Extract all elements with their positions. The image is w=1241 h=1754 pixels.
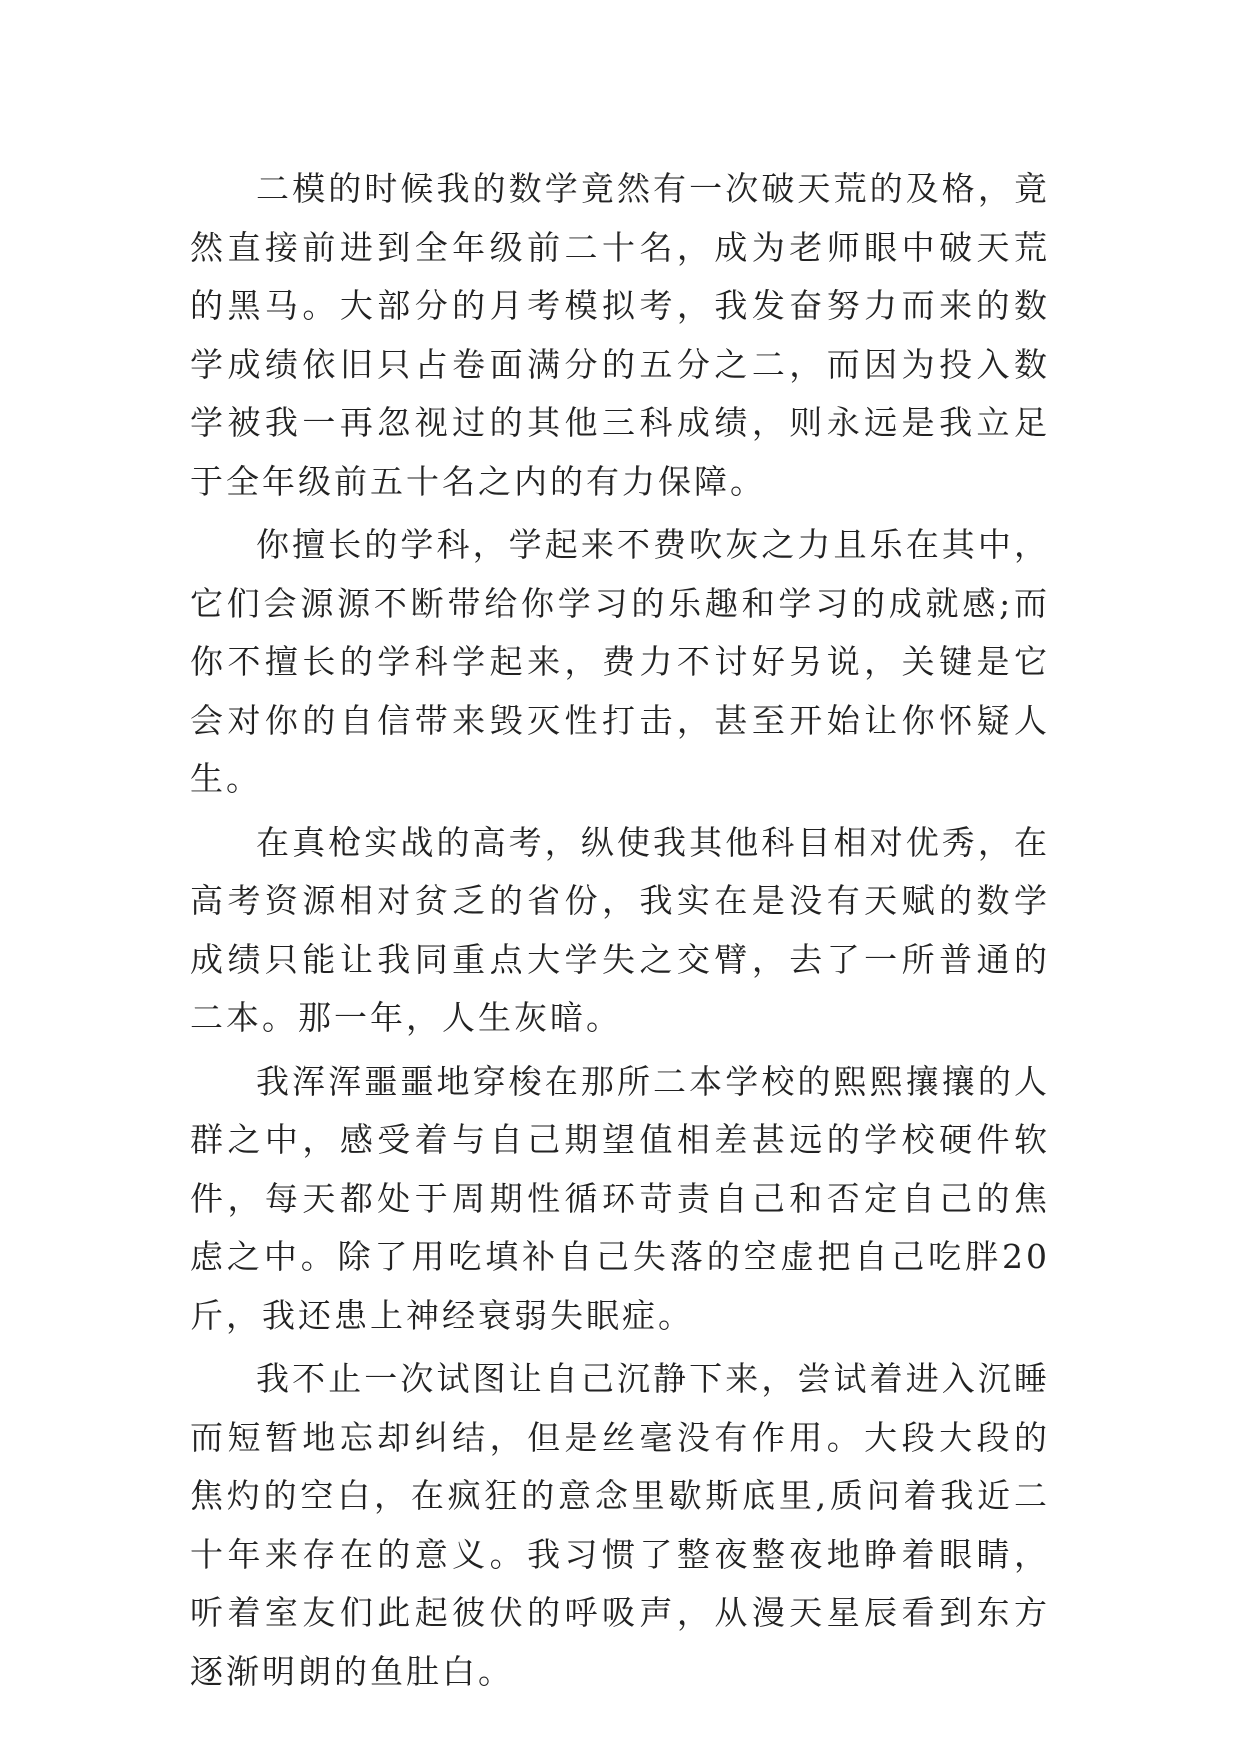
paragraph: 你擅长的学科，学起来不费吹灰之力且乐在其中，它们会源源不断带给你学习的乐趣和学习的成就感;而你不擅长的学科学起来，费力不讨好另说，关键是它会对你的自信带来毁灭性打击，甚至开始让你怀疑人生。 (190, 525, 1050, 798)
paragraph: 二模的时候我的数学竟然有一次破天荒的及格，竟然直接前进到全年级前二十名，成为老师眼中破天荒的黑马。大部分的月考模拟考，我发奋努力而来的数学成绩依旧只占卷面满分的五分之二，而因为投入数学被我一再忽视过的其他三科成绩，则永远是我立足于全年级前五十名之内的有力保障。 (190, 169, 1050, 501)
paragraph: 我不止一次试图让自己沉静下来，尝试着进入沉睡而短暂地忘却纠结，但是丝毫没有作用。大段大段的焦灼的空白，在疯狂的意念里歇斯底里,质问着我近二十年来存在的意义。我习惯了整夜整夜地睁着眼睛，听着室友们此起彼伏的呼吸声，从漫天星辰看到东方逐渐明朗的鱼肚白。 (190, 1359, 1050, 1691)
document-body (190, 160, 1050, 1701)
paragraph: 我浑浑噩噩地穿梭在那所二本学校的熙熙攘攘的人群之中，感受着与自己期望值相差甚远的学校硬件软件，每天都处于周期性循环苛责自己和否定自己的焦虑之中。除了用吃填补自己失落的空虚把自己吃胖20斤，我还患上神经衰弱失眠症。 (190, 1061, 1050, 1335)
paragraph: 在真枪实战的高考，纵使我其他科目相对优秀，在高考资源相对贫乏的省份，我实在是没有天赋的数学成绩只能让我同重点大学失之交臂，去了一所普通的二本。那一年，人生灰暗。 (190, 822, 1050, 1037)
